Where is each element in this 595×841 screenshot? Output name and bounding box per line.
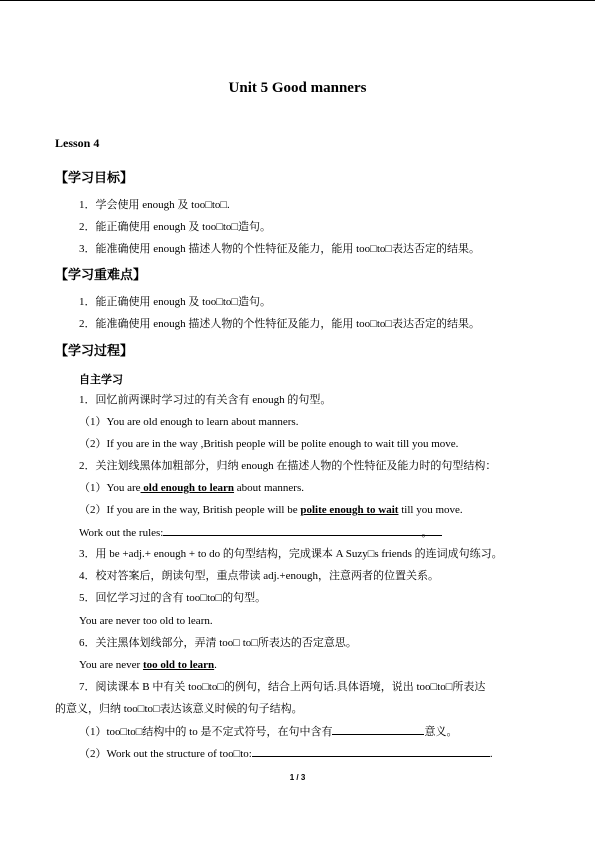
- top-rule: [0, 0, 595, 1]
- example-text: （2）If you are in the way, British people will be: [79, 504, 301, 516]
- meaning-end: 意义。: [424, 726, 458, 738]
- process-line: You are never too old to learn.: [79, 615, 213, 627]
- underlined-bold-phrase: polite enough to wait: [300, 504, 399, 516]
- process-line: 7．阅读课本 B 中有关 too□to□的例句，结合上两句话.具体语境，说出 too□to□所表达: [79, 681, 486, 693]
- lesson-label: Lesson 4: [55, 136, 100, 150]
- process-line: 3．用 be +adj.+ enough + to do 的句型结构，完成课本 A Suzy□s friends 的连词成句练习。: [79, 548, 503, 560]
- process-line: 6．关注黑体划线部分，弄清 too□ to□所表达的否定意思。: [79, 637, 357, 649]
- rules-blank[interactable]: [163, 525, 435, 536]
- process-line: 1．回忆前两课时学习过的有关含有 enough 的句型。: [79, 394, 332, 406]
- structure-blank[interactable]: [252, 746, 490, 757]
- example-text: （1）You are: [79, 482, 141, 494]
- process-line: 2．关注划线黑体加粗部分，归纳 enough 在描述人物的个性特征及能力时的句型结构：: [79, 460, 497, 472]
- process-line-example: [79, 503, 463, 517]
- structure-text: （2）Work out the structure of too□to:: [79, 748, 252, 760]
- goals-heading: 【学习目标】: [55, 171, 134, 186]
- process-line: （2）If you are in the way ,British people will be polite enough to wait till you move.: [79, 438, 459, 450]
- meaning-line: [79, 724, 457, 739]
- process-line: 的意义，归纳 too□to□表达该意义时候的句子结构。: [55, 703, 303, 715]
- meaning-text: （1）too□to□结构中的 to 是不定式符号，在句中含有: [79, 726, 333, 738]
- process-heading: 【学习过程】: [55, 344, 134, 359]
- example-text: about manners.: [234, 482, 304, 494]
- process-line-example: [79, 658, 217, 672]
- underlined-bold-phrase: too old to learn: [142, 659, 215, 671]
- meaning-blank[interactable]: [332, 724, 424, 735]
- rules-label: Work out the rules:: [79, 527, 164, 539]
- underlined-bold-phrase: old enough to learn: [140, 482, 235, 494]
- goal-item: 3．能准确使用 enough 描述人物的个性特征及能力，能用 too□to□表达否定的结果。: [79, 243, 481, 255]
- process-line: （1）You are old enough to learn about manners.: [79, 416, 299, 428]
- difficulty-item: 1．能正确使用 enough 及 too□to□造句。: [79, 296, 272, 308]
- example-text: till you move.: [398, 504, 463, 516]
- rules-line: [79, 525, 442, 540]
- goal-item: 2．能正确使用 enough 及 too□to□造句。: [79, 221, 272, 233]
- goal-item: 1．学会使用 enough 及 too□to□.: [79, 199, 230, 211]
- page-number: 1 / 3: [289, 773, 306, 782]
- rules-blank-tail: [432, 525, 442, 536]
- difficulties-heading: 【学习重难点】: [55, 268, 147, 283]
- process-line: 5．回忆学习过的含有 too□to□的句型。: [79, 592, 267, 604]
- example-text: You are never: [79, 659, 143, 671]
- example-text: .: [214, 659, 217, 671]
- structure-end: .: [489, 748, 493, 760]
- structure-line: [79, 746, 493, 761]
- process-line: 4．校对答案后，朗读句型，重点带读 adj.+enough，注意两者的位置关系。: [79, 570, 440, 582]
- difficulty-item: 2．能准确使用 enough 描述人物的个性特征及能力，能用 too□to□表达否定的结果。: [79, 318, 481, 330]
- self-study-subheading: 自主学习: [79, 373, 123, 386]
- rules-end: 。: [421, 527, 433, 539]
- document-title: Unit 5 Good manners: [228, 80, 367, 96]
- process-line-example: [79, 481, 304, 495]
